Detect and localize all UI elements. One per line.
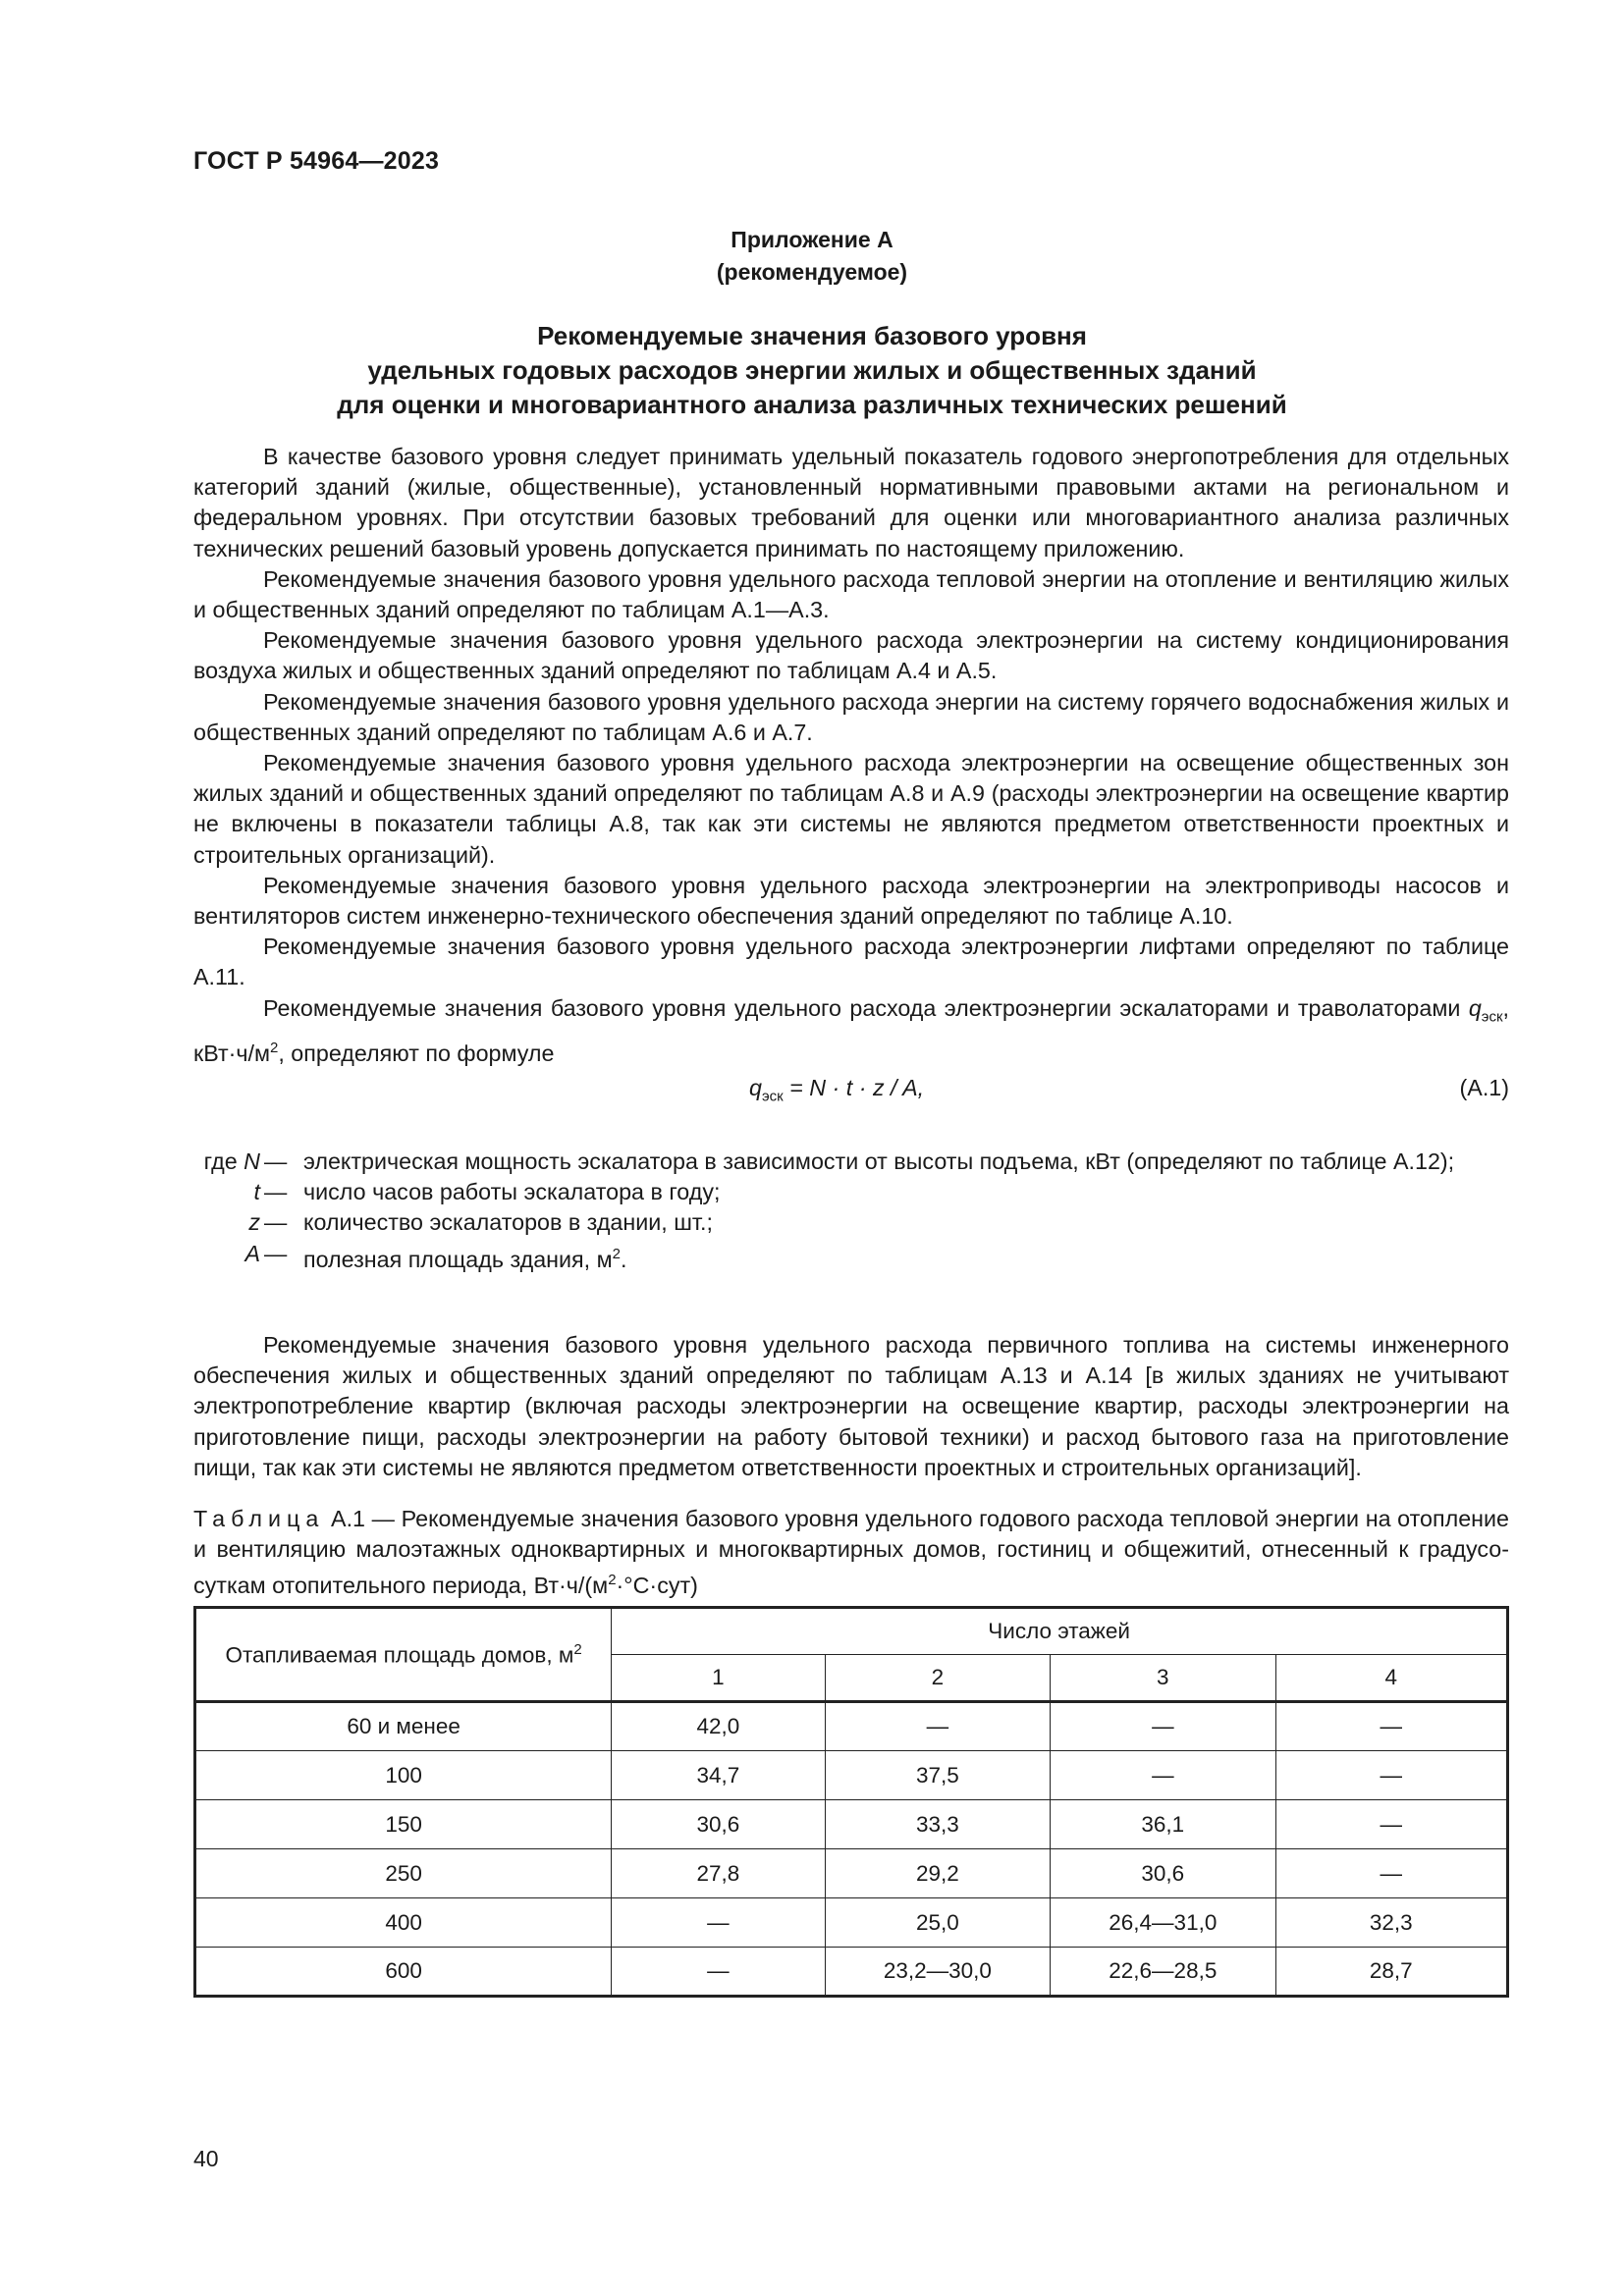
table-row: 150 30,6 33,3 36,1 — xyxy=(195,1800,1508,1849)
table-a1 xyxy=(193,1606,1509,1998)
appendix-label: Приложение А xyxy=(731,227,893,252)
paragraph: Рекомендуемые значения базового уровня удельного расхода первичного топлива на системы инженерного обеспечения жилых и общественных зданий определяют по таблицам А.13 и А.14 [в жилых зданиях не учитывают электропотребление квартир (включая расходы электроэнергии на освещение квартир, расходы электроэнергии на приготовление пищи, расходы электроэнергии на работу бытовой техники) и расход бытового газа на приготовление пищи, так как эти системы не являются предметом ответственности проектных и строительных организаций]. xyxy=(193,1332,1509,1480)
formula-a1 xyxy=(193,1075,1509,1110)
table-caption: Таблица А.1 — Рекомендуемые значения базового уровня удельного годового расхода тепловой энергии на отопление и вентиляцию малоэтажных одноквартирных и многоквартирных домов, гостиниц и общежитий, отнесенный к градусо-суткам отопительного периода, $Вт\cdot ч/(м^2\cdot^\circ С\cdot сут)$ xyxy=(193,1506,1509,1599)
document-code: ГОСТ Р 54964—2023 xyxy=(193,147,440,175)
body-text xyxy=(193,442,1509,1068)
escalator-paragraph: Рекомендуемые значения базового уровня удельного расхода электроэнергии эскалаторами и траволаторами $q_{эск}$, $кВт\cdot ч/м^2$, определяют по формуле xyxy=(193,994,1509,1066)
formula-number: (А.1) xyxy=(1459,1075,1509,1100)
formula-expression: $q_{эск} = N \cdot t \cdot z / A$, xyxy=(749,1075,925,1105)
legend-item: t — число часов работы эскалатора в году; xyxy=(253,1179,721,1205)
appendix-status: (рекомендуемое) xyxy=(716,259,908,285)
formula-legend xyxy=(193,1147,1509,1275)
legend-item: A — полезная площадь здания, $м^2$. xyxy=(244,1240,627,1272)
table-row: 400 — 25,0 26,4—31,0 32,3 xyxy=(195,1898,1508,1948)
paragraph: Рекомендуемые значения базового уровня удельного расхода энергии на систему горячего водоснабжения жилых и общественных зданий определяют по таблицам А.6 и А.7. xyxy=(193,688,1509,745)
header-floor-3: 3 xyxy=(1051,1655,1275,1702)
appendix-title xyxy=(0,319,1624,422)
paragraph: Рекомендуемые значения базового уровня удельного расхода электроэнергии лифтами определяют по таблице А.11. xyxy=(193,934,1509,990)
legend-item: где N — электрическая мощность эскалатора в зависимости от высоты подъема, кВт (определяют по таблице А.12); xyxy=(203,1148,1455,1174)
paragraph: В качестве базового уровня следует принимать удельный показатель годового энергопотребления для отдельных категорий зданий (жилые, общественные), установленный нормативными правовыми актами на региональном и федеральном уровнях. При отсутствии базовых требований для оценки или многовариантного анализа различных технических решений базовый уровень допускается принимать по настоящему приложению. xyxy=(193,444,1509,561)
table-row: 250 27,8 29,2 30,6 — xyxy=(195,1849,1508,1898)
header-floor-2: 2 xyxy=(825,1655,1050,1702)
title-line-1: Рекомендуемые значения базового уровня xyxy=(537,321,1087,350)
header-area: Отапливаемая площадь домов, $м^2$ xyxy=(195,1608,612,1702)
table-row: 60 и менее 42,0 — — — xyxy=(195,1702,1508,1751)
table-row: 600 — 23,2—30,0 22,6—28,5 28,7 xyxy=(195,1948,1508,1997)
page-number: 40 xyxy=(193,2146,219,2171)
paragraph: Рекомендуемые значения базового уровня удельного расхода электроэнергии на освещение общественных зон жилых зданий и общественных зданий определяют по таблицам А.8 и А.9 (расходы электроэнергии на освещение квартир не включены в показатели таблицы А.8, так как эти системы не являются предметом ответственности проектных и строительных организаций). xyxy=(193,750,1509,868)
paragraph: Рекомендуемые значения базового уровня удельного расхода тепловой энергии на отопление и вентиляцию жилых и общественных зданий определяют по таблицам А.1—А.3. xyxy=(193,565,1509,623)
title-line-2: удельных годовых расходов энергии жилых и общественных зданий xyxy=(367,355,1257,385)
header-floor-1: 1 xyxy=(612,1655,825,1702)
table-row: 100 34,7 37,5 — — xyxy=(195,1751,1508,1800)
paragraph: Рекомендуемые значения базового уровня удельного расхода электроэнергии на систему кондиционирования воздуха жилых и общественных зданий определяют по таблицам А.4 и А.5. xyxy=(193,627,1509,684)
header-floor-4: 4 xyxy=(1275,1655,1507,1702)
appendix-heading xyxy=(0,224,1624,289)
legend-item: z — количество эскалаторов в здании, шт.; xyxy=(248,1209,713,1236)
header-floors: Число этажей xyxy=(612,1608,1508,1655)
body-text-2 xyxy=(193,1330,1509,1483)
paragraph: Рекомендуемые значения базового уровня удельного расхода электроэнергии на электроприводы насосов и вентиляторов систем инженерно-технического обеспечения зданий определяют по таблице А.10. xyxy=(193,872,1509,930)
title-line-3: для оценки и многовариантного анализа различных технических решений xyxy=(337,390,1287,419)
